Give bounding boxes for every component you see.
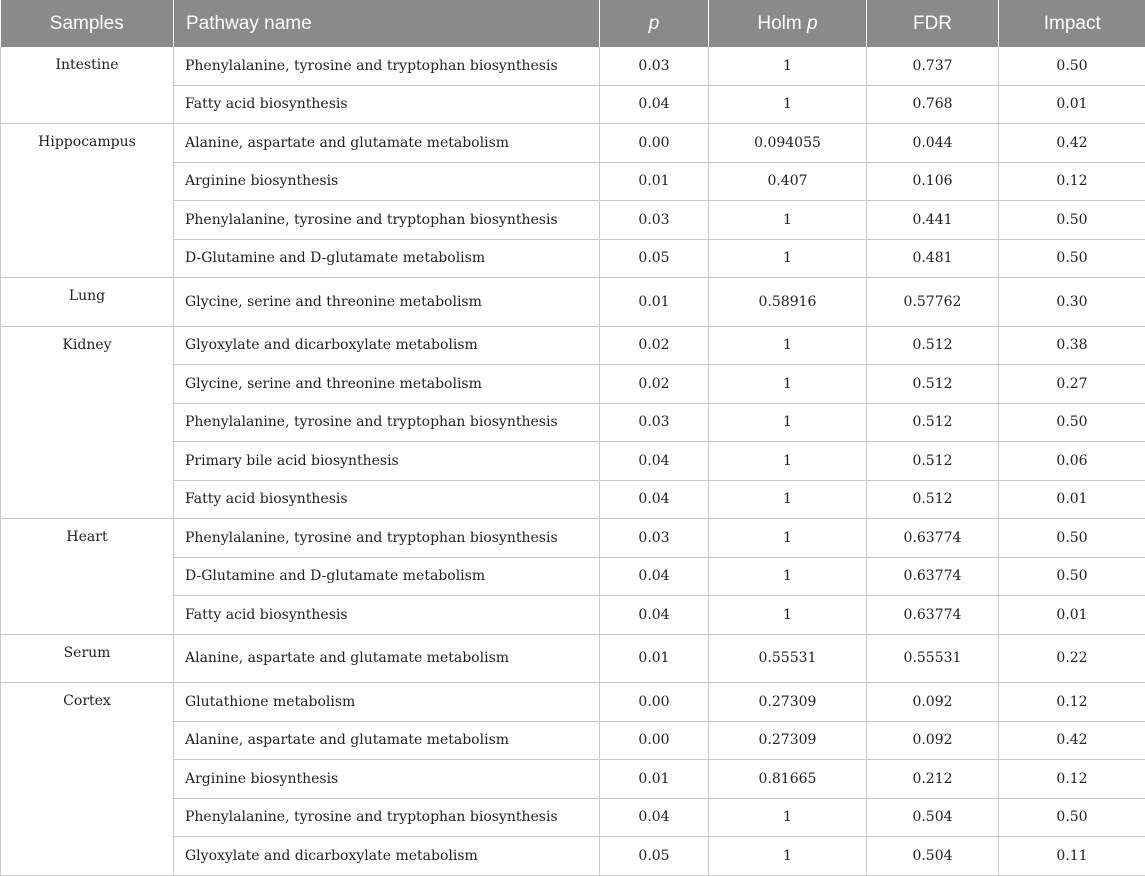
impact-cell: 0.38: [999, 326, 1145, 365]
sample-cell: Heart: [1, 519, 174, 635]
holm-p-cell: 1: [709, 596, 867, 635]
holm-p-cell: 0.407: [709, 162, 867, 201]
p-value-cell: 0.04: [600, 85, 709, 124]
fdr-cell: 0.212: [867, 760, 999, 799]
fdr-cell: 0.57762: [867, 278, 999, 327]
fdr-cell: 0.504: [867, 837, 999, 876]
impact-cell: 0.12: [999, 162, 1145, 201]
impact-cell: 0.06: [999, 442, 1145, 481]
table-row: [1, 683, 1145, 722]
impact-cell: 0.50: [999, 557, 1145, 596]
fdr-cell: 0.044: [867, 124, 999, 163]
holm-p-cell: 1: [709, 201, 867, 240]
holm-p-cell: 1: [709, 326, 867, 365]
fdr-cell: 0.512: [867, 480, 999, 519]
fdr-cell: 0.512: [867, 365, 999, 404]
fdr-cell: 0.092: [867, 683, 999, 722]
impact-cell: 0.12: [999, 760, 1145, 799]
header-impact: Impact: [999, 0, 1145, 47]
table-row: [1, 519, 1145, 558]
pathway-cell: Fatty acid biosynthesis: [174, 85, 600, 124]
pathway-cell: Phenylalanine, tyrosine and tryptophan biosynthesis: [174, 47, 600, 85]
table-header: [1, 0, 1145, 47]
impact-cell: 0.30: [999, 278, 1145, 327]
pathway-cell: Glutathione metabolism: [174, 683, 600, 722]
holm-p-cell: 0.27309: [709, 683, 867, 722]
pathway-cell: Glyoxylate and dicarboxylate metabolism: [174, 326, 600, 365]
holm-p-cell: 1: [709, 403, 867, 442]
holm-p-cell: 1: [709, 480, 867, 519]
table-row: [1, 124, 1145, 163]
holm-p-cell: 0.094055: [709, 124, 867, 163]
holm-p-cell: 0.27309: [709, 721, 867, 760]
header-p-symbol: p: [649, 13, 660, 34]
pathway-cell: Arginine biosynthesis: [174, 760, 600, 799]
sample-cell: Hippocampus: [1, 124, 174, 278]
p-value-cell: 0.05: [600, 239, 709, 278]
impact-cell: 0.50: [999, 201, 1145, 240]
p-value-cell: 0.01: [600, 162, 709, 201]
holm-p-cell: 1: [709, 239, 867, 278]
p-value-cell: 0.03: [600, 519, 709, 558]
p-value-cell: 0.01: [600, 634, 709, 683]
header-row: [1, 0, 1145, 47]
holm-p-cell: 1: [709, 519, 867, 558]
holm-p-cell: 1: [709, 365, 867, 404]
p-value-cell: 0.04: [600, 596, 709, 635]
fdr-cell: 0.63774: [867, 557, 999, 596]
holm-p-cell: 1: [709, 85, 867, 124]
pathway-cell: Phenylalanine, tyrosine and tryptophan biosynthesis: [174, 201, 600, 240]
fdr-cell: 0.106: [867, 162, 999, 201]
holm-p-cell: 1: [709, 442, 867, 481]
sample-cell: Cortex: [1, 683, 174, 876]
p-value-cell: 0.02: [600, 326, 709, 365]
sample-cell: Intestine: [1, 47, 174, 124]
impact-cell: 0.50: [999, 403, 1145, 442]
impact-cell: 0.12: [999, 683, 1145, 722]
impact-cell: 0.42: [999, 721, 1145, 760]
impact-cell: 0.01: [999, 596, 1145, 635]
p-value-cell: 0.02: [600, 365, 709, 404]
pathway-cell: D-Glutamine and D-glutamate metabolism: [174, 239, 600, 278]
holm-p-cell: 1: [709, 557, 867, 596]
impact-cell: 0.27: [999, 365, 1145, 404]
pathway-cell: Primary bile acid biosynthesis: [174, 442, 600, 481]
fdr-cell: 0.55531: [867, 634, 999, 683]
p-value-cell: 0.03: [600, 47, 709, 85]
pathway-cell: Glycine, serine and threonine metabolism: [174, 278, 600, 327]
impact-cell: 0.42: [999, 124, 1145, 163]
pathway-cell: Fatty acid biosynthesis: [174, 596, 600, 635]
header-holm-label: Holm: [757, 13, 807, 34]
p-value-cell: 0.00: [600, 721, 709, 760]
sample-cell: Kidney: [1, 326, 174, 519]
impact-cell: 0.11: [999, 837, 1145, 876]
fdr-cell: 0.512: [867, 442, 999, 481]
impact-cell: 0.50: [999, 798, 1145, 837]
fdr-cell: 0.768: [867, 85, 999, 124]
impact-cell: 0.50: [999, 239, 1145, 278]
p-value-cell: 0.05: [600, 837, 709, 876]
fdr-cell: 0.63774: [867, 519, 999, 558]
impact-cell: 0.50: [999, 519, 1145, 558]
holm-p-cell: 1: [709, 837, 867, 876]
fdr-cell: 0.504: [867, 798, 999, 837]
fdr-cell: 0.481: [867, 239, 999, 278]
p-value-cell: 0.03: [600, 201, 709, 240]
table-row: [1, 326, 1145, 365]
pathway-cell: Alanine, aspartate and glutamate metabolism: [174, 124, 600, 163]
impact-cell: 0.22: [999, 634, 1145, 683]
p-value-cell: 0.01: [600, 760, 709, 799]
pathway-cell: Phenylalanine, tyrosine and tryptophan biosynthesis: [174, 519, 600, 558]
fdr-cell: 0.512: [867, 403, 999, 442]
header-pathway-name: Pathway name: [174, 0, 600, 47]
impact-cell: 0.01: [999, 85, 1145, 124]
header-fdr: FDR: [867, 0, 999, 47]
holm-p-cell: 1: [709, 798, 867, 837]
p-value-cell: 0.00: [600, 683, 709, 722]
holm-p-cell: 0.55531: [709, 634, 867, 683]
p-value-cell: 0.04: [600, 557, 709, 596]
pathway-cell: Glyoxylate and dicarboxylate metabolism: [174, 837, 600, 876]
fdr-cell: 0.441: [867, 201, 999, 240]
fdr-cell: 0.63774: [867, 596, 999, 635]
fdr-cell: 0.512: [867, 326, 999, 365]
pathway-cell: Glycine, serine and threonine metabolism: [174, 365, 600, 404]
table-body: [1, 47, 1145, 875]
pathway-cell: Alanine, aspartate and glutamate metabolism: [174, 721, 600, 760]
fdr-cell: 0.092: [867, 721, 999, 760]
holm-p-cell: 1: [709, 47, 867, 85]
table-row: [1, 278, 1145, 327]
fdr-cell: 0.737: [867, 47, 999, 85]
p-value-cell: 0.04: [600, 480, 709, 519]
header-holm-p: [709, 0, 867, 47]
pathway-cell: Alanine, aspartate and glutamate metabolism: [174, 634, 600, 683]
sample-cell: Lung: [1, 278, 174, 327]
p-value-cell: 0.03: [600, 403, 709, 442]
pathway-cell: Arginine biosynthesis: [174, 162, 600, 201]
p-value-cell: 0.00: [600, 124, 709, 163]
p-value-cell: 0.04: [600, 442, 709, 481]
pathway-cell: Fatty acid biosynthesis: [174, 480, 600, 519]
p-value-cell: 0.04: [600, 798, 709, 837]
header-samples: Samples: [1, 0, 174, 47]
header-p: [600, 0, 709, 47]
table-row: [1, 47, 1145, 85]
pathway-cell: D-Glutamine and D-glutamate metabolism: [174, 557, 600, 596]
pathway-cell: Phenylalanine, tyrosine and tryptophan biosynthesis: [174, 798, 600, 837]
header-holm-p-symbol: p: [807, 13, 818, 34]
p-value-cell: 0.01: [600, 278, 709, 327]
impact-cell: 0.01: [999, 480, 1145, 519]
holm-p-cell: 0.58916: [709, 278, 867, 327]
impact-cell: 0.50: [999, 47, 1145, 85]
holm-p-cell: 0.81665: [709, 760, 867, 799]
sample-cell: Serum: [1, 634, 174, 683]
table-row: [1, 634, 1145, 683]
pathway-cell: Phenylalanine, tyrosine and tryptophan biosynthesis: [174, 403, 600, 442]
